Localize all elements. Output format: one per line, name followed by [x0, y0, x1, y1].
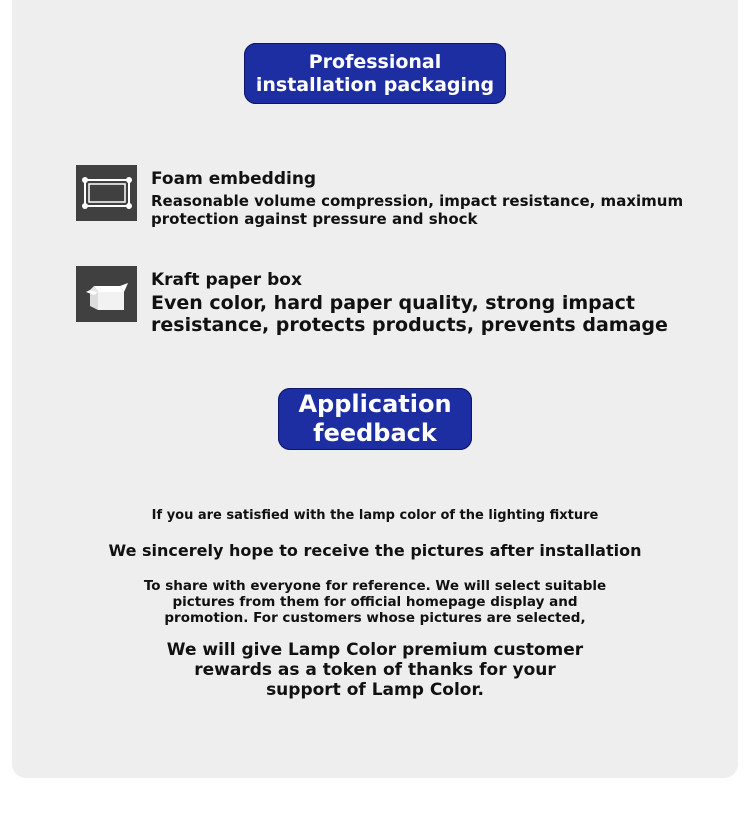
feedback-paragraph-3-line: To share with everyone for reference. We will select suitable	[143, 578, 607, 594]
packaging-heading	[244, 43, 506, 104]
feedback-line-1: If you are satisfied with the lamp color of the lighting fixture	[151, 508, 599, 523]
feedback-paragraph-3-line: promotion. For customers whose pictures are selected,	[164, 610, 586, 626]
feedback-paragraph-4-line: rewards as a token of thanks for your	[194, 660, 556, 680]
feedback-paragraph-3-line: pictures from them for official homepage display and	[172, 594, 578, 610]
feedback-heading-line1: Application	[298, 390, 452, 418]
feedback-heading-line2: feedback	[313, 419, 437, 447]
feature-title: Kraft paper box	[151, 270, 302, 290]
box-icon	[76, 266, 137, 322]
feature-description: Even color, hard paper quality, strong impact resistance, protects products, prevents damage	[151, 292, 668, 336]
feedback-paragraph-4	[12, 640, 738, 700]
feedback-heading	[278, 388, 472, 450]
foam-frame-icon	[76, 165, 137, 221]
feature-title: Foam embedding	[151, 169, 317, 189]
feedback-paragraph-4-line: We will give Lamp Color premium customer	[166, 640, 584, 660]
feedback-line-2: We sincerely hope to receive the pictures after installation	[108, 541, 642, 560]
packaging-heading-line1: Professional	[308, 50, 442, 73]
feedback-paragraph-4-line: support of Lamp Color.	[266, 680, 484, 700]
packaging-heading-line2: installation packaging	[255, 73, 495, 96]
feedback-paragraph-3	[12, 578, 738, 626]
feature-description: Reasonable volume compression, impact resistance, maximum protection against pressure and shock	[151, 192, 684, 228]
